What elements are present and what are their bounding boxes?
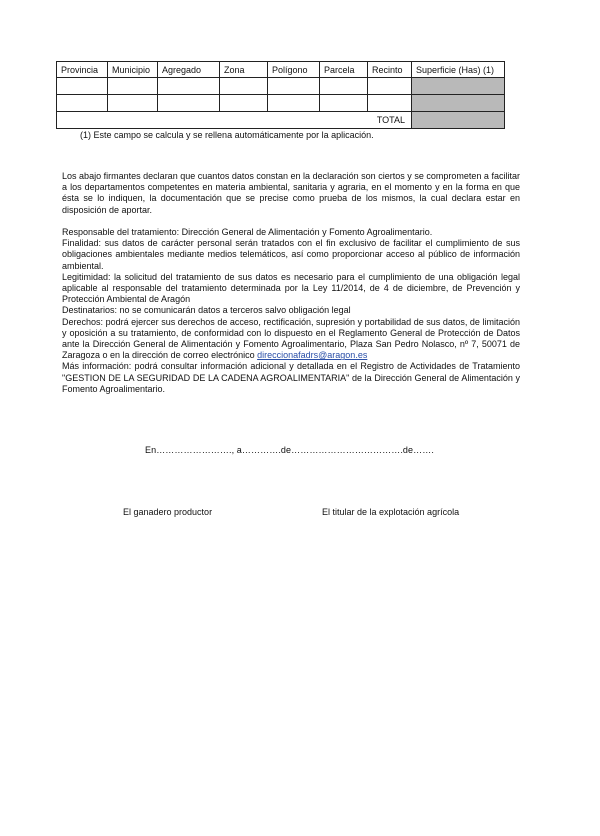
- cell-agregado[interactable]: [158, 95, 220, 112]
- cell-municipio[interactable]: [108, 95, 158, 112]
- total-value-auto: [412, 112, 505, 129]
- table-row: [57, 78, 505, 95]
- cell-superficie-auto: [412, 78, 505, 95]
- cell-superficie-auto: [412, 95, 505, 112]
- table-header-row: [57, 62, 505, 78]
- email-link[interactable]: direccionafadrs@aragon.es: [257, 350, 368, 361]
- privacy-derechos: [62, 317, 520, 362]
- privacy-derechos-text: Derechos: podrá ejercer sus derechos de acceso, rectificación, supresión y portabilidad de sus datos, de limitación y oposición a su tratamiento, de conformidad con lo dispuesto en el Reglamento General de Protección de Datos ante la Dirección General de Alimentación y Fomento Agroalimentario, Plaza San Pedro Nolasco, nº 7, 50071 de Zaragoza o en la dirección de correo electrónico: [62, 316, 520, 361]
- signature-ganadero: El ganadero productor: [123, 507, 213, 517]
- total-label: TOTAL: [57, 112, 412, 129]
- cell-provincia[interactable]: [57, 95, 108, 112]
- header-superficie: Superficie (Has) (1): [412, 62, 505, 78]
- cell-parcela[interactable]: [320, 95, 368, 112]
- header-parcela: Parcela: [320, 62, 368, 78]
- table-row: [57, 95, 505, 112]
- header-zona: Zona: [220, 62, 268, 78]
- cell-agregado[interactable]: [158, 78, 220, 95]
- privacy-section: [62, 227, 520, 395]
- cell-municipio[interactable]: [108, 78, 158, 95]
- place-date-line[interactable]: En……………………., a………….de……………………………….de…….: [145, 445, 434, 455]
- parcel-table: [56, 61, 505, 129]
- privacy-mas-info: Más información: podrá consultar información adicional y detallada en el Registro de Actividades de Tratamiento "GESTION DE LA SEGURIDAD DE LA CADENA AGROALIMENTARIA" de la Dirección General de Alimentación y Fomento Agroalimentario.: [62, 361, 520, 394]
- declaration-paragraph: [62, 171, 520, 216]
- cell-recinto[interactable]: [368, 95, 412, 112]
- parcel-table-container: [56, 61, 504, 129]
- privacy-destinatarios: Destinatarios: no se comunicarán datos a terceros salvo obligación legal: [62, 305, 351, 316]
- cell-poligono[interactable]: [268, 78, 320, 95]
- table-footnote: (1) Este campo se calcula y se rellena automáticamente por la aplicación.: [80, 130, 374, 140]
- cell-zona[interactable]: [220, 95, 268, 112]
- cell-poligono[interactable]: [268, 95, 320, 112]
- header-agregado: Agregado: [158, 62, 220, 78]
- header-municipio: Municipio: [108, 62, 158, 78]
- cell-provincia[interactable]: [57, 78, 108, 95]
- cell-zona[interactable]: [220, 78, 268, 95]
- table-total-row: [57, 112, 505, 129]
- cell-parcela[interactable]: [320, 78, 368, 95]
- privacy-responsable: Responsable del tratamiento: Dirección General de Alimentación y Fomento Agroalimentario.: [62, 227, 433, 237]
- header-recinto: Recinto: [368, 62, 412, 78]
- header-poligono: Polígono: [268, 62, 320, 78]
- declaration-text: Los abajo firmantes declaran que cuantos datos constan en la declaración son ciertos y se comprometen a facilitar a los departamentos competentes en materia ambiental, sanitaria y agraria, en el momento y en la forma en que ésta se lo indiquen, la documentación que se precise como prueba de los mismos, la cual declara estar en disposición de aportar.: [62, 171, 520, 215]
- signature-titular: El titular de la explotación agrícola: [322, 507, 460, 517]
- privacy-legitimidad: Legitimidad: la solicitud del tratamiento de sus datos es necesario para el cumplimiento de una obligación legal aplicable al responsable del tratamiento determinada por la Ley 11/2014, de 4 de diciembre, de Prevención y Protección Ambiental de Aragón: [62, 271, 520, 305]
- privacy-finalidad: Finalidad: sus datos de carácter personal serán tratados con el fin exclusivo de facilitar el cumplimiento de sus obligaciones ambientales mediante medios telemáticos, así como proporcionar acceso al público de información ambiental.: [62, 238, 520, 271]
- cell-recinto[interactable]: [368, 78, 412, 95]
- header-provincia: Provincia: [57, 62, 108, 78]
